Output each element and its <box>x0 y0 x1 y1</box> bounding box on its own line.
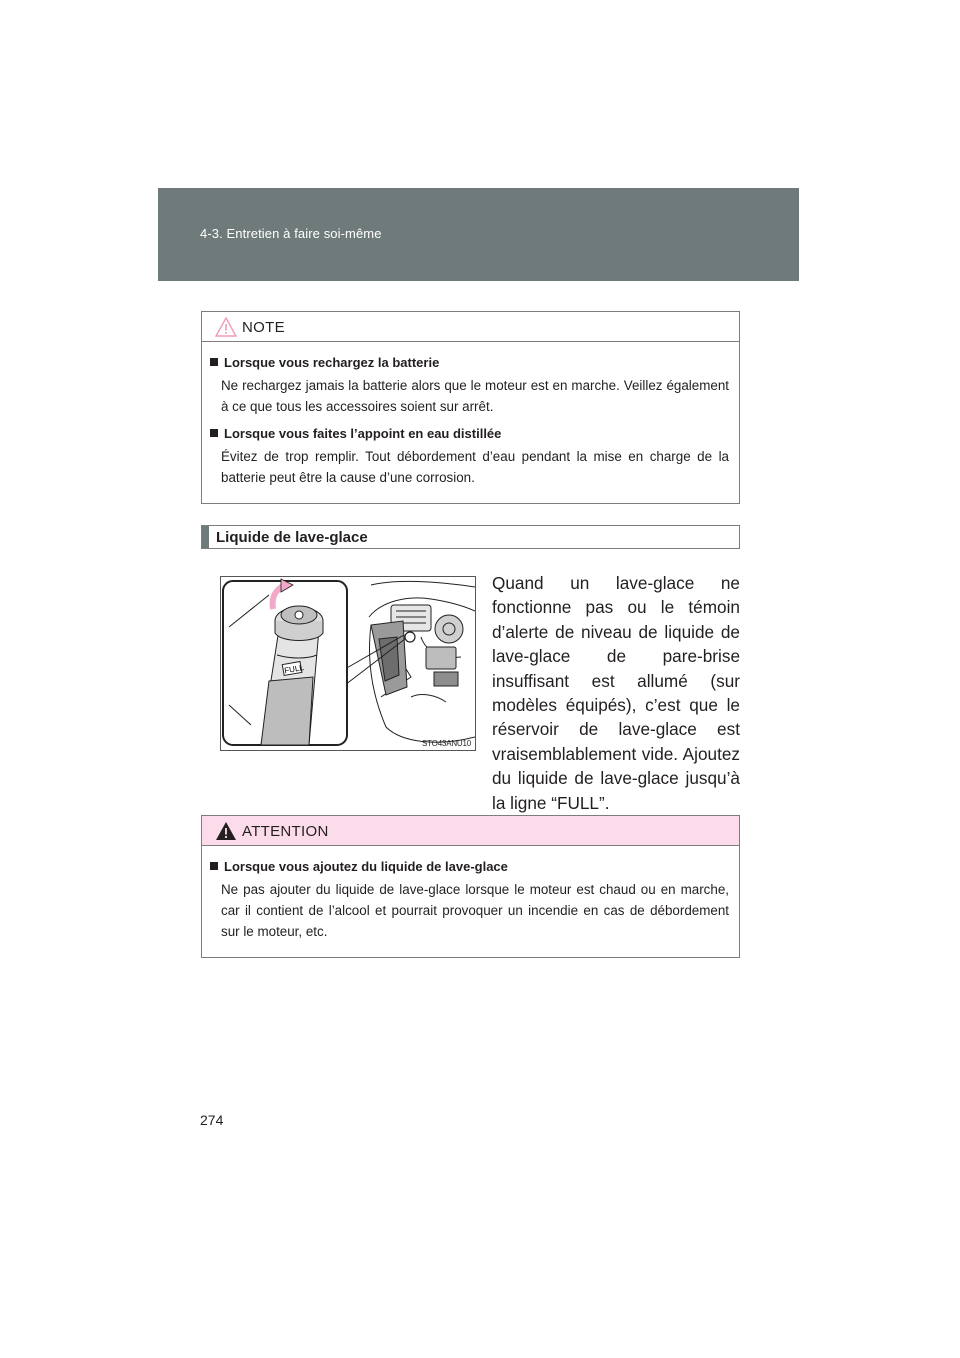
section-accent <box>202 526 209 548</box>
note-box <box>201 311 740 504</box>
washer-fluid-instructions: Quand un lave-glace ne fonctionne pas ou le témoin d’alerte de niveau de liquide de lave-glace de pare-brise insuffisant est allumé (sur modèles équipés), c’est que le réservoir de lave-glace est vraisemblablement vide. Ajoutez du liquide de lave-glace jusqu’à la ligne “FULL”. <box>492 573 740 813</box>
attention-text: Ne pas ajouter du liquide de lave-glace lorsque le moteur est chaud ou en marche, car il contient de l’alcool et pourrait provoquer un incendie en cas de débordement sur le moteur, etc. <box>221 882 729 939</box>
section-header: 4-3. Entretien à faire soi-même <box>200 226 382 241</box>
caution-outline-icon <box>215 317 237 337</box>
square-bullet-icon <box>210 862 218 870</box>
warning-icon <box>215 821 237 841</box>
attention-header <box>202 816 739 846</box>
figure-code: STO43ANU10 <box>422 739 471 748</box>
section-title: Liquide de lave-glace <box>216 529 368 546</box>
attention-box <box>201 815 740 958</box>
attention-heading: Lorsque vous ajoutez du liquide de lave-glace <box>210 858 731 876</box>
washer-reservoir-drawing <box>221 577 475 750</box>
square-bullet-icon <box>210 429 218 437</box>
note-heading-battery: Lorsque vous rechargez la batterie <box>210 354 731 372</box>
full-mark: FULL <box>283 663 305 676</box>
square-bullet-icon <box>210 358 218 366</box>
note-heading-water: Lorsque vous faites l’appoint en eau distillée <box>210 425 731 443</box>
note-text-water: Évitez de trop remplir. Tout débordement d’eau pendant la mise en charge de la batterie peut être la cause d’une corrosion. <box>221 449 729 485</box>
page-number: 274 <box>200 1112 224 1128</box>
washer-fluid-illustration <box>220 576 476 751</box>
note-text-battery: Ne rechargez jamais la batterie alors que le moteur est en marche. Veillez également à ce que tous les accessoires soient sur arrêt. <box>221 378 729 414</box>
attention-title: ATTENTION <box>242 823 329 840</box>
section-title-bar <box>201 525 740 549</box>
note-title: NOTE <box>242 319 285 336</box>
note-header <box>202 312 739 342</box>
